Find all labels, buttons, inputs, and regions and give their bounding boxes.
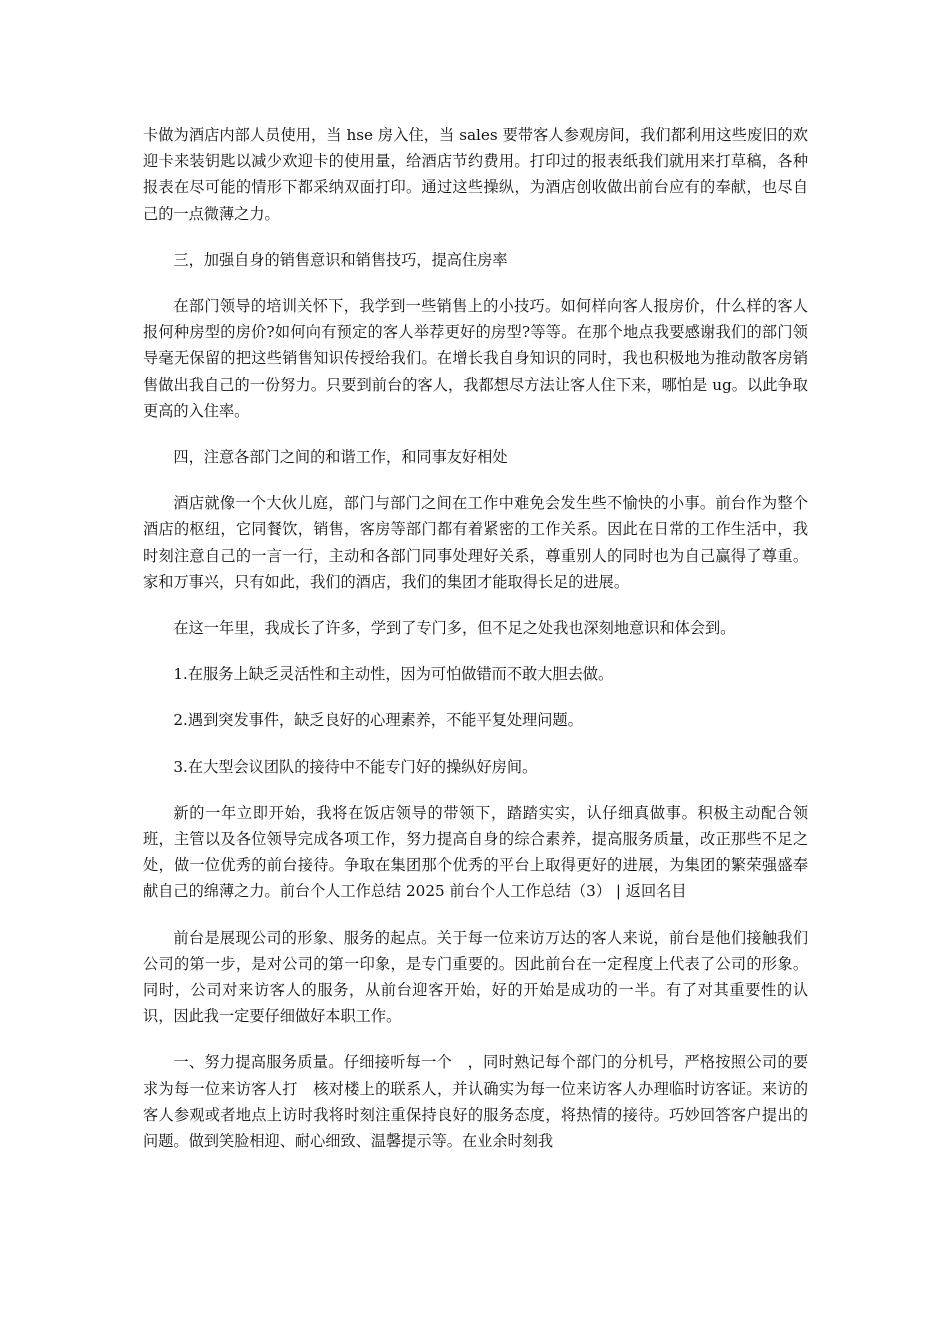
list-item-shortcoming-1: 1.在服务上缺乏灵活性和主动性，因为可怕做错而不敢大胆去做。 xyxy=(173,665,614,684)
paragraph-reflection: 在这一年里，我成长了许多，学到了专门多，但不足之处我也深刻地意识和体会到。 xyxy=(173,619,736,638)
paragraph-service-quality: 一、努力提高服务质量。仔细接听每一个 ，同时熟记每个部门的分机号，严格按照公司的要求为每一位来访客人打 核对楼上的联系人，并认确实为每一位来访客人办理临时访客证。来访的客人参观或者地点上访时我将时刻注重保持良好的服务态度，将热情的接待。巧妙回答客户提出的问题。做到笑脸相迎、耐心细致、温馨提示等。在业余时刻我 xyxy=(143,1053,808,1151)
paragraph-front-desk-intro: 前台是展现公司的形象、服务的起点。关于每一位来访万达的客人来说，前台是他们接触我们公司的第一步，是对公司的第一印象，是专门重要的。因此前台在一定程度上代表了公司的形象。同时，公司对来访客人的服务，从前台迎客开始，好的开始是成功的一半。有了对其重要性的认识，因此我一定要仔细做好本职工作。 xyxy=(143,928,808,1026)
list-item-shortcoming-3: 3.在大型会议团队的接待中不能专门好的操纵好房间。 xyxy=(173,757,538,776)
list-item-shortcoming-2: 2.遇到突发事件，缺乏良好的心理素养，不能平复处理问题。 xyxy=(173,711,583,730)
document-body xyxy=(143,122,808,1174)
paragraph-continued: 卡做为酒店内部人员使用，当 hse 房入住，当 sales 要带客人参观房间，我们都利用这些废旧的欢迎卡来装钥匙以减少欢迎卡的使用量，给酒店节约费用。打印过的报表纸我们就用来打草稿，各种报表在尽可能的情形下都采纳双面打印。通过这些操纵，为酒店创收做出前台应有的奉献，也尽自己的一点微薄之力。 xyxy=(143,126,808,223)
section-heading-sales: 三，加强自身的销售意识和销售技巧，提高住房率 xyxy=(173,250,508,269)
section-heading-teamwork: 四，注意各部门之间的和谐工作，和同事友好相处 xyxy=(173,448,508,467)
paragraph-new-year-plan: 新的一年立即开始，我将在饭店领导的带领下，踏踏实实，认仔细真做事。积极主动配合领班，主管以及各位领导完成各项工作，努力提高自身的综合素养，提高服务质量，改正那些不足之处，做一位优秀的前台接待。争取在集团那个优秀的平台上取得更好的进展，为集团的繁荣强盛奉献自己的绵薄之力。前台个人工作总结 2025 前台个人工作总结（3） | 返回名目 xyxy=(143,803,808,901)
paragraph-teamwork: 酒店就像一个大伙儿庭，部门与部门之间在工作中难免会发生些不愉快的小事。前台作为整个酒店的枢纽，它同餐饮，销售，客房等部门都有着紧密的工作关系。因此在日常的工作生活中，我时刻注意自己的一言一行，主动和各部门同事处理好关系，尊重别人的同时也为自己赢得了尊重。家和万事兴，只有如此，我们的酒店，我们的集团才能取得长足的进展。 xyxy=(143,494,808,591)
paragraph-sales-skills: 在部门领导的培训关怀下，我学到一些销售上的小技巧。如何样向客人报房价，什么样的客人报何种房型的房价?如何向有预定的客人举荐更好的房型?等等。在那个地点我要感谢我们的部门领导毫无保留的把这些销售知识传授给我们。在增长我自身知识的同时，我也积极地为推动散客房销售做出我自己的一份努力。只要到前台的客人，我都想尽方法让客人住下来，哪怕是 ug。以此争取更高的入住率。 xyxy=(143,297,808,420)
